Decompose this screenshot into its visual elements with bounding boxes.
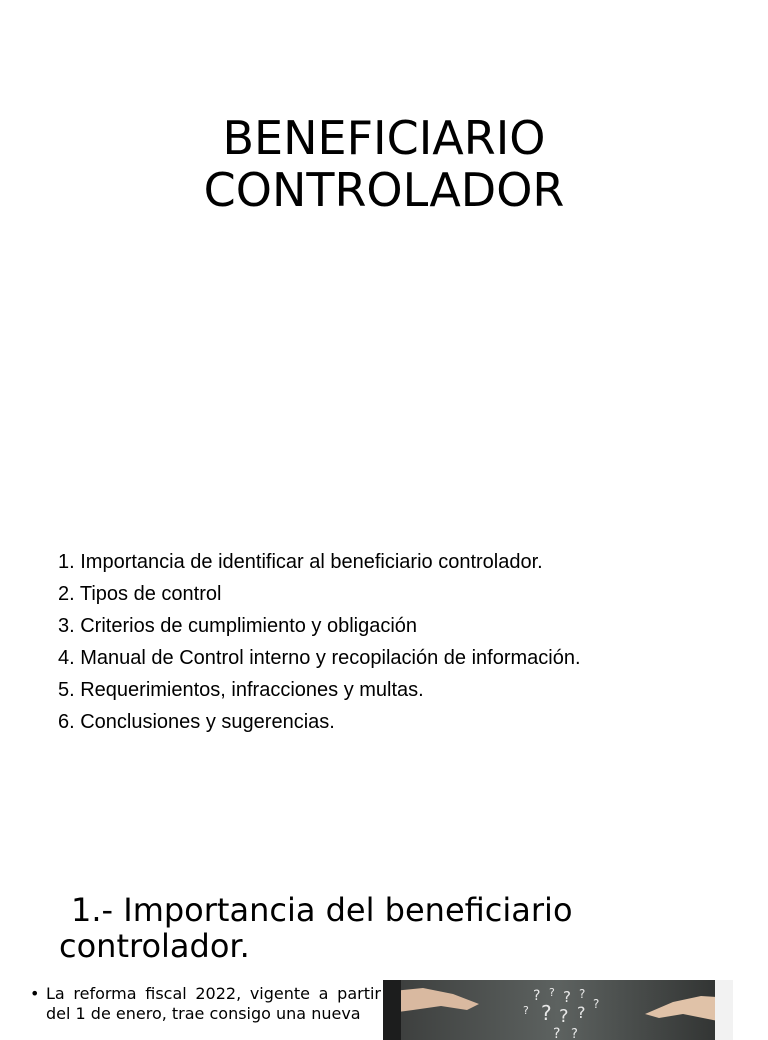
agenda-item: 3. Criterios de cumplimiento y obligación bbox=[58, 615, 418, 637]
bullet-text: La reforma fiscal 2022, vigente a partir del 1 de enero, trae consigo una nueva bbox=[46, 984, 381, 1023]
agenda-item: 2. Tipos de control bbox=[58, 583, 222, 605]
agenda-item: 1. Importancia de identificar al beneficiario controlador. bbox=[58, 551, 543, 573]
bullet-icon: • bbox=[30, 984, 40, 1003]
svg-text:?: ? bbox=[541, 1001, 552, 1025]
svg-text:?: ? bbox=[559, 1006, 569, 1027]
cover-title-line-2: CONTROLADOR bbox=[203, 163, 565, 217]
svg-text:?: ? bbox=[533, 988, 541, 1004]
section-title-line-1: 1.- Importancia del beneficiario bbox=[71, 891, 573, 929]
agenda-item: 6. Conclusiones y sugerencias. bbox=[58, 711, 335, 733]
svg-text:?: ? bbox=[579, 987, 586, 1001]
section-title bbox=[59, 892, 699, 964]
svg-text:?: ? bbox=[571, 1027, 578, 1040]
question-marks-photo-icon bbox=[383, 980, 733, 1040]
agenda-item: 5. Requerimientos, infracciones y multas. bbox=[58, 679, 424, 701]
section-slide bbox=[0, 860, 768, 1040]
bullet-paragraph bbox=[30, 984, 381, 1024]
agenda-item: 4. Manual de Control interno y recopilación de información. bbox=[58, 647, 581, 669]
svg-text:?: ? bbox=[549, 986, 555, 999]
svg-text:?: ? bbox=[577, 1003, 586, 1022]
section-title-line-2: controlador. bbox=[59, 927, 250, 965]
cover-title bbox=[0, 112, 768, 216]
left-sleeve-shape bbox=[383, 980, 401, 1040]
svg-text:?: ? bbox=[523, 1004, 529, 1017]
cover-title-line-1: BENEFICIARIO bbox=[222, 111, 546, 165]
cover-slide bbox=[0, 0, 768, 500]
svg-text:?: ? bbox=[563, 988, 571, 1006]
agenda-slide bbox=[0, 500, 768, 860]
right-sleeve-shape bbox=[715, 980, 733, 1040]
svg-text:?: ? bbox=[593, 997, 600, 1011]
svg-text:?: ? bbox=[553, 1026, 561, 1040]
agenda-list bbox=[58, 546, 581, 738]
photo-svg bbox=[383, 980, 733, 1040]
